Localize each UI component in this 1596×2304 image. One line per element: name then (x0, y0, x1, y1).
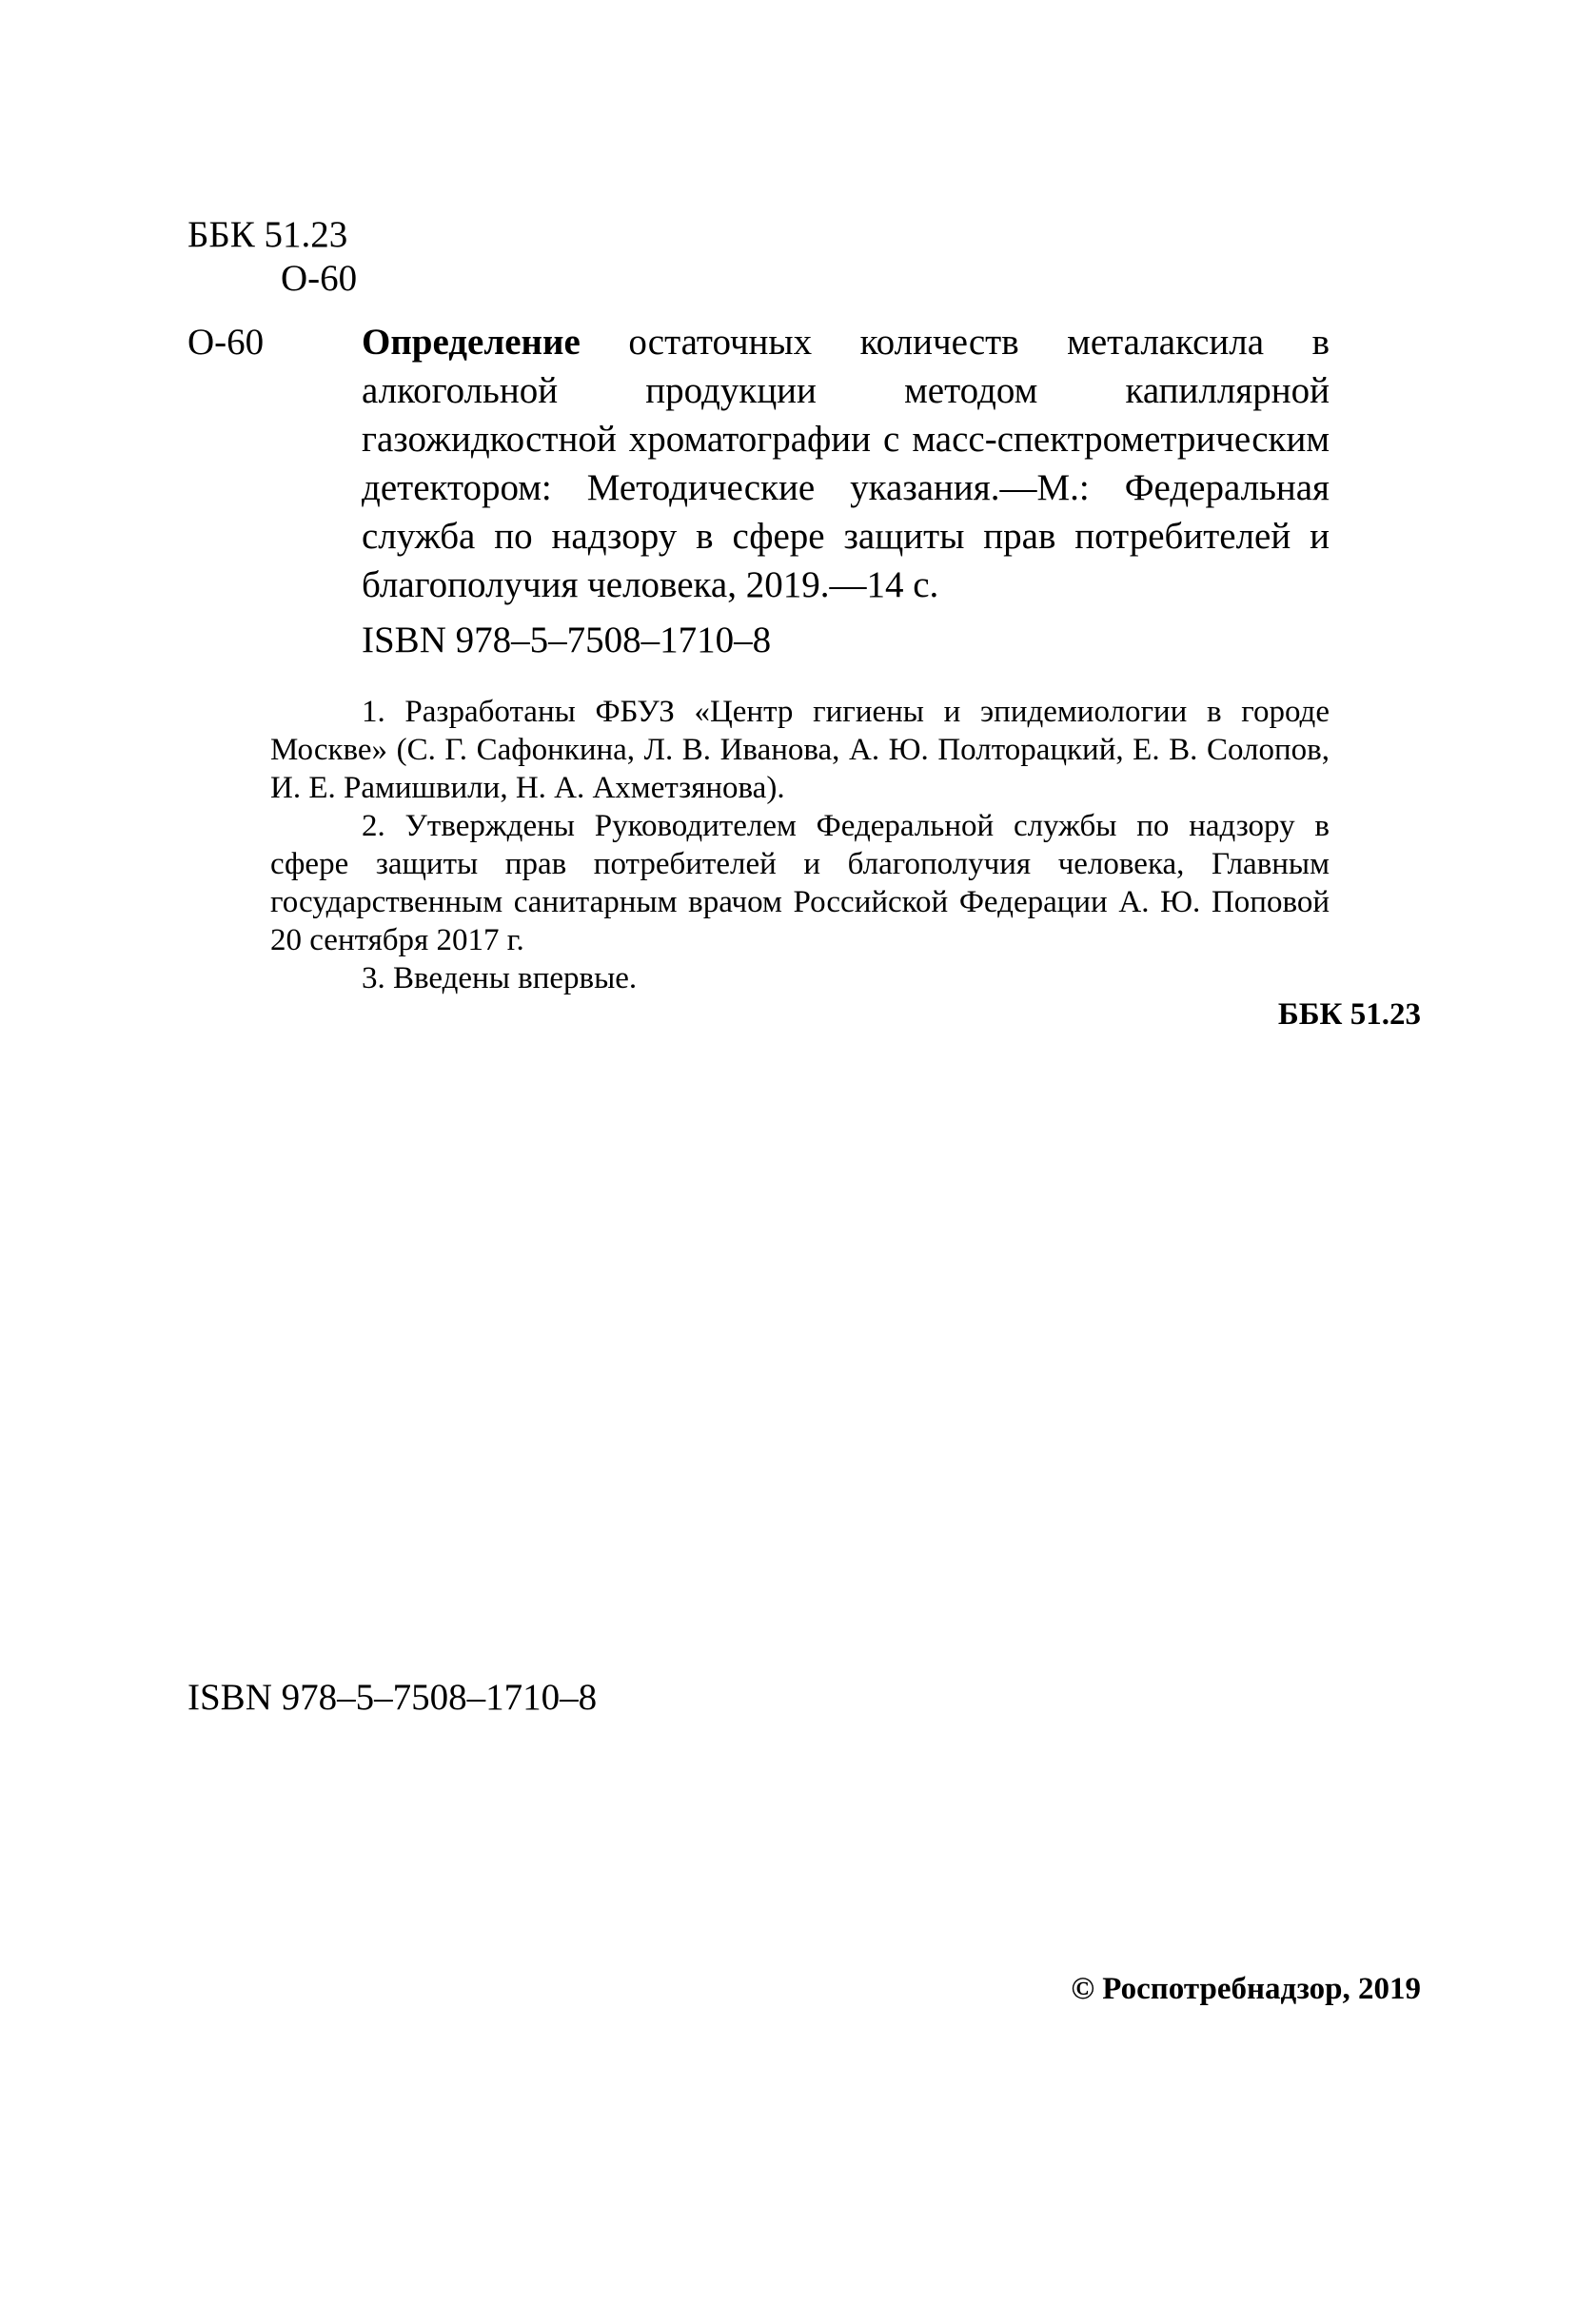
notes-block (270, 693, 1330, 997)
copyright-notice: © Роспотребнадзор, 2019 (1071, 1972, 1421, 2006)
entry-description (362, 318, 1330, 609)
isbn-bottom: ISBN 978–5–7508–1710–8 (187, 1677, 598, 1718)
entry-heading: Определение (362, 322, 581, 363)
bbk-code: ББК 51.23 (187, 214, 348, 255)
note-item: 3. Введены впервые. (362, 961, 638, 995)
note-item: 1. Разработаны ФБУЗ «Центр гигиены и эпидемиологии в городе Москве» (С. Г. Сафонкина, Л. В. Иванова, А. Ю. Полторацкий, Е. В. Солопов, И. Е. Рамишвили, Н. А. Ахметзянова). (270, 695, 1330, 805)
entry-body: остаточных количеств металаксила в алкогольной продукции методом капиллярной газожидкостной хроматографии с масс-спектрометрическим детектором: Методические указания.—М.: Федеральная служба по надзору в сфере защиты прав потребителей и благополучия человека, 2019.—14 с. (362, 322, 1330, 605)
bbk-classification-block (187, 213, 357, 301)
isbn-inline: ISBN 978–5–7508–1710–8 (362, 620, 772, 660)
note-item: 2. Утверждены Руководителем Федеральной службы по надзору в сфере защиты прав потребителей и благополучия человека, Главным государственным санитарным врачом Российской Федерации А. Ю. Поповой 20 сентября 2017 г. (270, 809, 1330, 957)
entry-author-sign: О-60 (187, 322, 265, 363)
bbk-code-bottom: ББК 51.23 (1277, 997, 1421, 1032)
author-sign: О-60 (281, 258, 358, 299)
